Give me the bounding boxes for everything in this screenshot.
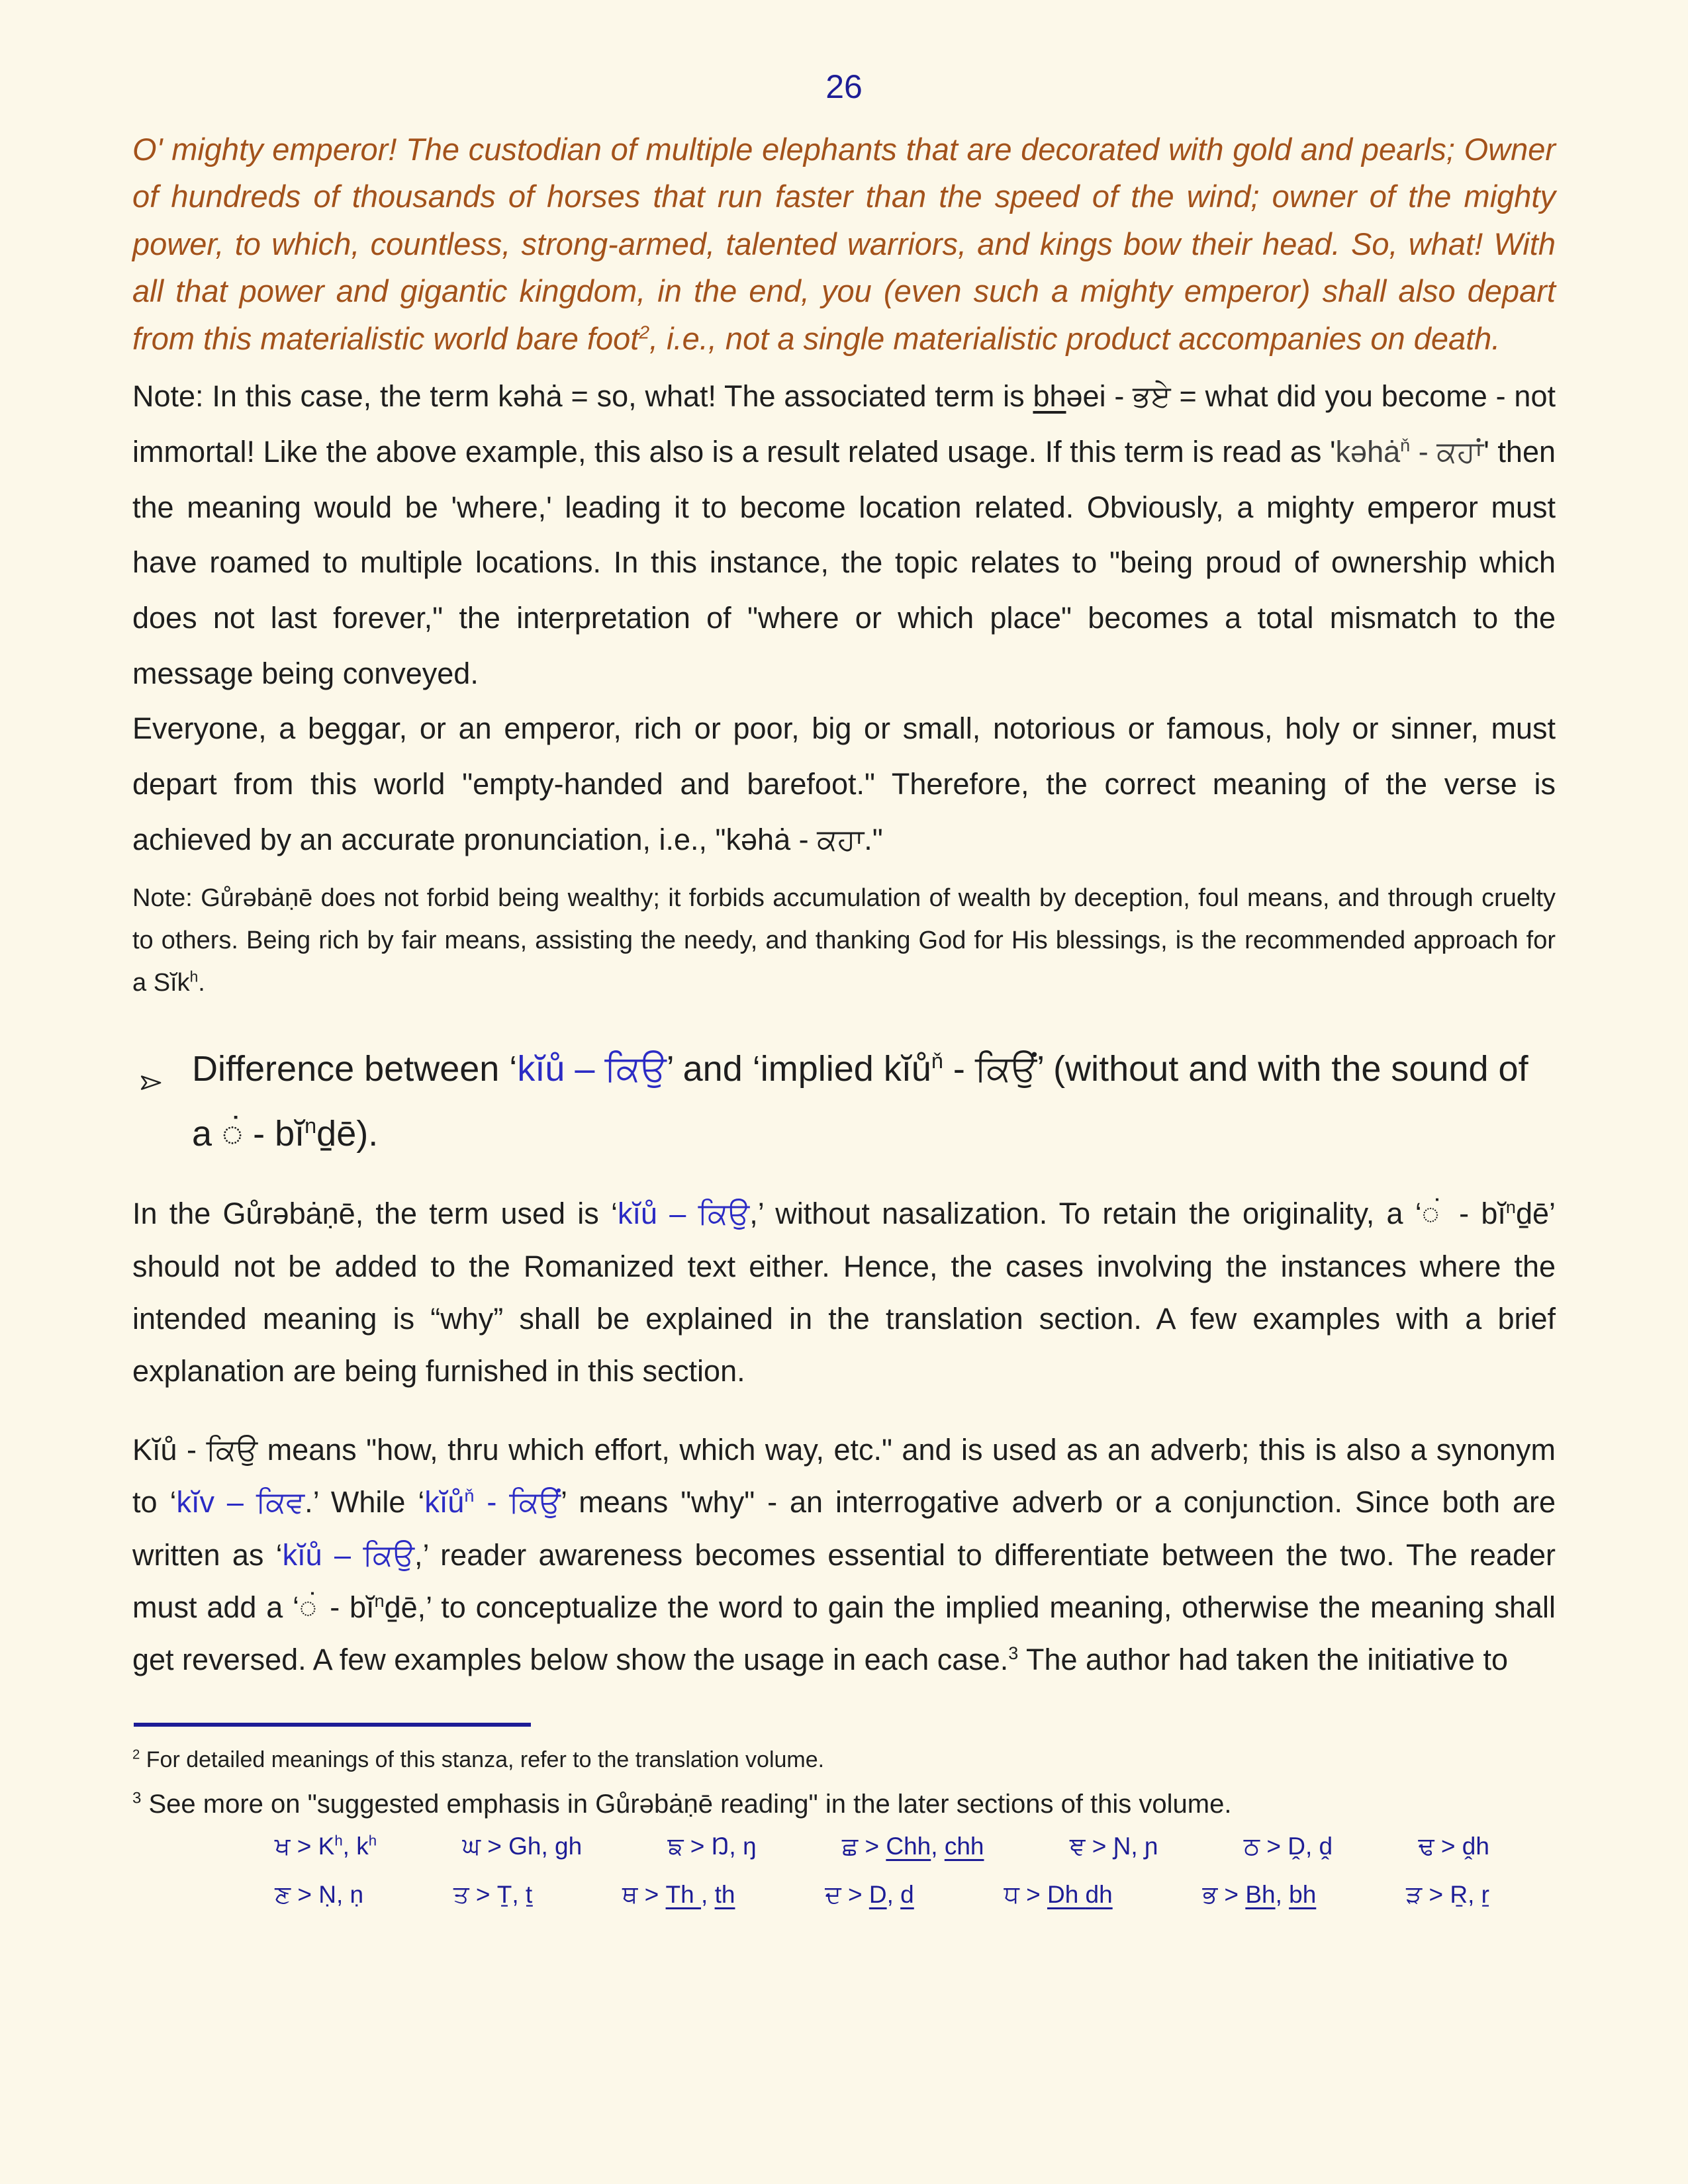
- page-number: 26: [825, 68, 863, 105]
- table-cell: ਠ > Ḓ, ḓ: [1243, 1832, 1333, 1860]
- footnote-2: $^2$ For detailed meanings of this stanza, refer to the translation volume.: [132, 1747, 825, 1773]
- table-cell: ਙ > Ŋ, ŋ: [667, 1832, 757, 1860]
- note-kaha-paragraph: Note: In this case, the term kəhȧ = so, what! The associated term is bhəei - ਭਏ = what did you become - not immortal! Like the above example, this also is a result related usage. If this term is read as 'kəhȧ$^ň$ - ਕਹਾਂ' then the meaning would be 'where,' leading it to become location related. Obviously, a mighty emperor must have roamed to multiple locations. In this instance, the topic relates to "being proud of ownership which does not last forever," the interpretation of "where or which place" becomes a total mismatch to the message being conveyed.: [132, 379, 1556, 690]
- table-cell: ਥ > Th , th: [622, 1880, 735, 1908]
- table-cell: ਧ > Dh dh: [1004, 1880, 1113, 1908]
- section-heading-text: Difference between ‘kĭů – ਕਿਉ’ and ‘implied kĭů$^ň$ - ਕਿਉਂ’ (without and with the sound of a ◌̇ - $bĭ^nd̠ē$).: [192, 1048, 1528, 1154]
- table-row: [275, 1881, 1489, 1909]
- table-cell: ਣ > Ṇ, ṇ: [275, 1880, 364, 1908]
- transliteration-table: [275, 1833, 1489, 1909]
- table-row: [275, 1833, 1489, 1861]
- table-cell: ਛ > Chh, chh: [841, 1832, 984, 1860]
- kiu-means-paragraph: Kĭů - ਕਿਉ means "how, thru which effort, which way, etc." and is used as an adverb; this is also a synonym to ‘kĭv – ਕਿਵ.’ While ‘kĭů$^ň$ - ਕਿਉਂ’ means "why" - an interrogative adverb or a conjunction. Since both are written as ‘kĭů – ਕਿਉ,’ reader awareness becomes essential to differentiate between the two. The reader must add a ‘◌̇ - $bĭ^nd̠ē$,’ to conceptualize the word to gain the implied meaning, otherwise the meaning shall get reversed. A few examples below show the usage in each case.$^3$ The author had taken the initiative to: [132, 1433, 1556, 1676]
- arrow-bullet-icon: [138, 1052, 165, 1117]
- footnote-separator: [134, 1723, 531, 1727]
- section-heading: [132, 1036, 1556, 1167]
- table-cell: ੜ > Ṟ, ṟ: [1406, 1880, 1489, 1908]
- gurbani-term-paragraph: In the Gůrəbȧṇē, the term used is ‘kĭů – ਕਿਉ,’ without nasalization. To retain the originality, a ‘◌̇ - $bĭ^nd̠ē$’ should not be added to the Romanized text either. Hence, the cases involving the instances where the intended meaning is “why” shall be explained in the translation section. A few examples with a brief explanation are being furnished in this section.: [132, 1197, 1556, 1388]
- table-cell: ਞ > Ɲ, ɲ: [1069, 1832, 1158, 1860]
- table-cell: ਖ > $K^h$, $k^h$: [275, 1832, 377, 1860]
- table-cell: ਭ > Bh, bh: [1202, 1880, 1317, 1908]
- table-cell: ਦ > D, d: [825, 1880, 914, 1908]
- everyone-paragraph: Everyone, a beggar, or an emperor, rich or poor, big or small, notorious or famous, holy or sinner, must depart from this world "empty-handed and barefoot." Therefore, the correct meaning of the verse is achieved by an accurate pronunciation, i.e., "kəhȧ - ਕਹਾ.": [132, 711, 1556, 856]
- table-cell: ਢ > ḓh: [1418, 1832, 1489, 1860]
- table-cell: ਤ > Ṯ, ṯ: [453, 1880, 533, 1908]
- verse-paragraph: O' mighty emperor! The custodian of multiple elephants that are decorated with gold and pearls; Owner of hundreds of thousands of horses that run faster than the speed of the wind; owner of the mighty power, to which, countless, strong-armed, talented warriors, and kings bow their head. So, what! With all that power and gigantic kingdom, in the end, you (even such a mighty emperor) shall also depart from this materialistic world bare foot$^2$, i.e., not a single materialistic product accompanies on death.: [132, 132, 1556, 356]
- wealth-note-paragraph: Note: Gůrəbȧṇē does not forbid being wealthy; it forbids accumulation of wealth by deception, foul means, and through cruelty to others. Being rich by fair means, assisting the needy, and thanking God for His blessings, is the recommended approach for a Sĭk$^h$.: [132, 884, 1556, 997]
- table-cell: ਘ > Gh, gh: [462, 1832, 583, 1860]
- footnote-3: $^3$ See more on "suggested emphasis in Gůrəbȧṇē reading" in the later sections of this volume.: [132, 1789, 1232, 1819]
